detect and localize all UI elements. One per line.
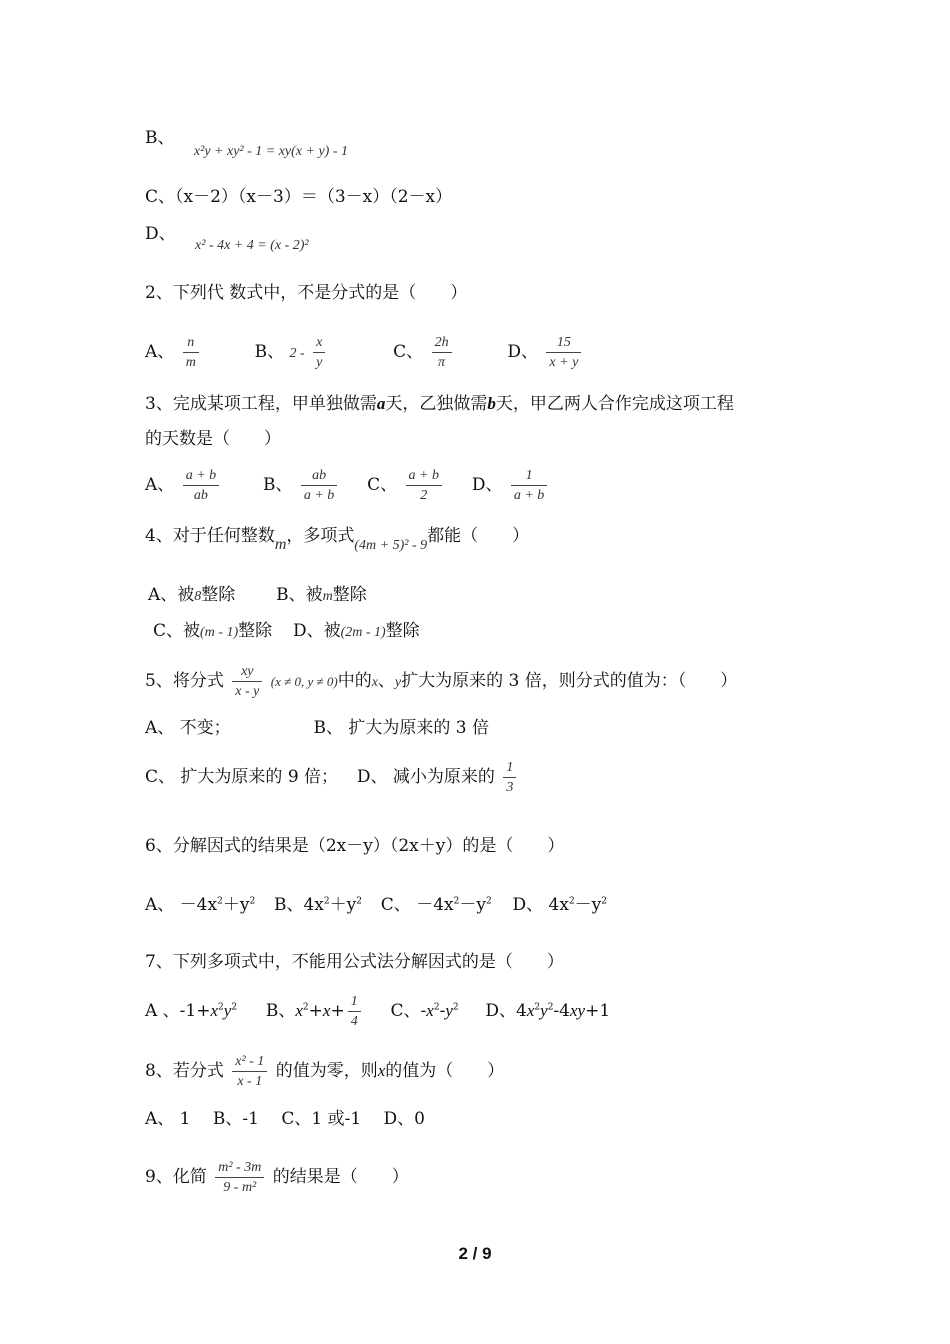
q3-c-fraction: $\frac{a + b}{2}$ <box>406 466 442 505</box>
q8-fraction: $\frac{\text{x² - 1}}{x - 1}$ <box>232 1052 267 1091</box>
q7-options: A 、$-1+x^2y^2$ B、$x^2+x+$ $\frac{1}{4}$ C、$-x^2-y^2$ D、$4x^2y^2-4xy+1$ <box>145 994 611 1029</box>
q6-stem: 6、分解因式的结果是（2x－y）（2x＋y）的是（ ） <box>145 836 565 856</box>
q5-stem: 5、将分式 $\frac{xy}{x - y}$ (x ≠ 0, y ≠ 0)中的x、y扩大为原来的 3 倍，则分式的值为：（ ） <box>145 664 738 699</box>
q2-d-fraction: $\frac{15}{x + y}$ <box>546 333 581 372</box>
q7-b-fraction: $\frac{1}{4}$ <box>348 992 361 1031</box>
q1-option-d-expr: x² - 4x + 4 = (x - 2)² <box>195 238 309 253</box>
q3-stem: 3、完成某项工程，甲单独做需a天，乙独做需b天，甲乙两人合作完成这项工程 <box>145 394 734 414</box>
q1-option-d: D、 $_{x^2 - 4x + 4 = (x - 2)^2}$ <box>145 224 309 253</box>
q3-a-fraction: $\frac{a + b}{ab}$ <box>183 466 219 505</box>
q8-stem: 8、若分式 $\frac{\text{x² - 1}}{x - 1}$ 的值为零，则x的值为（ ） <box>145 1054 505 1089</box>
q3-b-fraction: $\frac{ab}{a + b}$ <box>301 466 337 505</box>
q5-options-cd: C、 扩大为原来的 9 倍； D、 减小为原来的 $\frac{1}{3}$ <box>145 758 519 797</box>
q2-stem: 2、下列代 数式中，不是分式的是（ ） <box>145 283 468 303</box>
q5-d-fraction: $\frac{1}{3}$ <box>503 758 516 797</box>
q9-stem: 9、化简 $\frac{\text{m² - 3m}}{\text{9 - m²}}$ 的结果是（ ） <box>145 1160 409 1195</box>
q2-c-fraction: $\frac{2h}{\pi}$ <box>432 333 452 372</box>
q2-b-fraction: $\frac{x}{y}$ <box>313 333 325 372</box>
q5-options-ab: A、 不变； B、 扩大为原来的 3 倍 <box>145 718 490 738</box>
q2-a-fraction: $\frac{n}{m}$ <box>183 333 199 372</box>
q4-options-cd: C、被(m - 1)整除 D、被(2m - 1)整除 <box>153 621 420 641</box>
q5-fraction: $\frac{xy}{x - y}$ <box>232 662 262 701</box>
q3-options: A、 $\frac{a + b}{ab}$ B、 $\frac{ab}{a + b}$ C、 $\frac{a + b}{2}$ D、 $\frac{1}{a + b}$ <box>145 466 550 505</box>
q1-option-c: C、（x－2）（x－3）＝（3－x）（2－x） <box>145 187 453 207</box>
q2-options: A、 $\frac{n}{m}$ B、 2 - $\frac{x}{y}$ C、 $\frac{2h}{\pi}$ D、 $\frac{15}{x + y}$ <box>145 333 584 372</box>
q1-option-b-expr: x²y + xy² - 1 = xy(x + y) - 1 <box>193 144 349 159</box>
q4-options-ab: A、被8整除 B、被m整除 <box>148 585 367 605</box>
q1-option-b: B、 $_{x^2y + xy^2 - 1 = xy(x + y) - 1}$ <box>145 128 349 159</box>
q6-options: A、 $-4x^2+y^2$ B、$4x^2+y^2$ C、 $-4x^2-y^2$ D、 $4x^2-y^2$ <box>145 895 608 915</box>
q7-stem: 7、下列多项式中，不能用公式法分解因式的是（ ） <box>145 952 564 972</box>
q8-options: A、 1 B、-1 C、1 或-1 D、0 <box>145 1109 425 1129</box>
q3-stem-line2: 的天数是（ ） <box>145 429 281 449</box>
q9-fraction: $\frac{\text{m² - 3m}}{\text{9 - m²}}$ <box>215 1158 264 1197</box>
page-number: 2 / 9 <box>458 1244 492 1263</box>
q4-stem: 4、对于任何整数m，多项式$_{(4m + 5)^2 - 9}$都能（ ） <box>145 526 530 553</box>
q3-d-fraction: $\frac{1}{a + b}$ <box>511 466 547 505</box>
